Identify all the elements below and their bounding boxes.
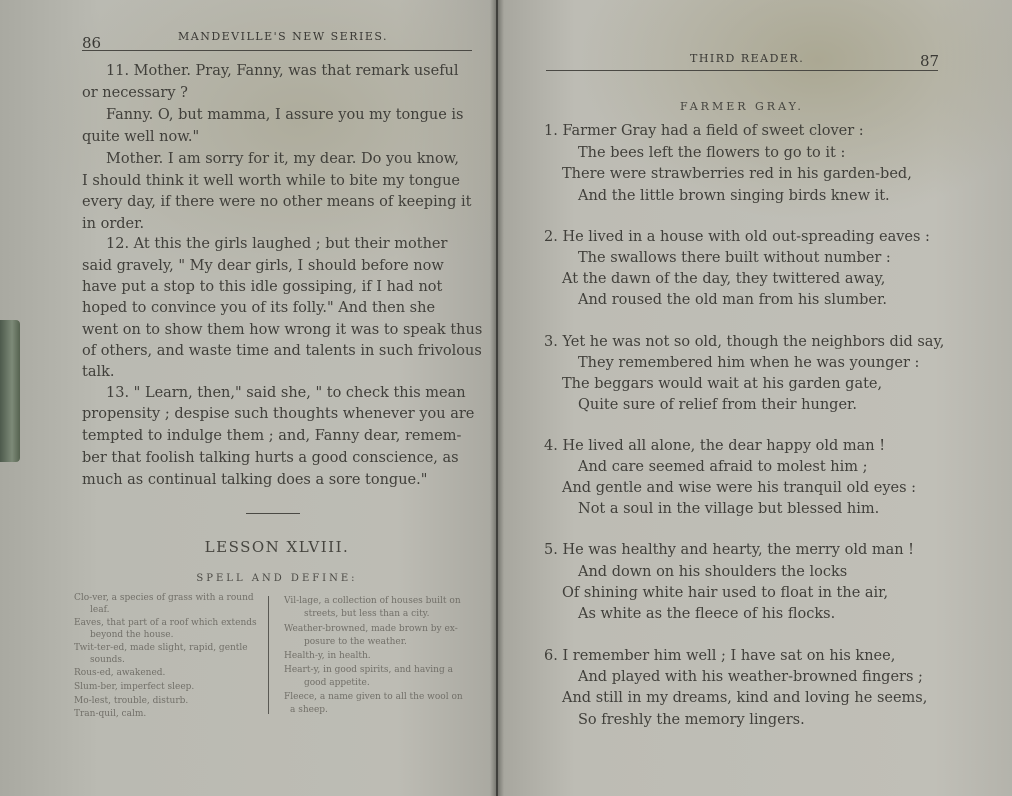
- text-line: Mother. I am sorry for it, my dear. Do you know,: [106, 151, 459, 167]
- book-binding-edge: [0, 320, 20, 462]
- gloss-entry: Eaves, that part of a roof which extends: [74, 618, 257, 628]
- gloss-entry: Twit-ter-ed, made slight, rapid, gentle: [74, 643, 248, 653]
- gloss-entry: streets, but less than a city.: [304, 609, 430, 619]
- running-head-left: MANDEVILLE'S NEW SERIES.: [178, 30, 388, 43]
- gloss-entry: Heart-y, in good spirits, and having a: [284, 665, 453, 675]
- text-line: I should think it well worth while to bite my tongue: [82, 173, 461, 189]
- gloss-entry: Health-y, in health.: [284, 651, 371, 661]
- verse-line: And roused the old man from his slumber.: [578, 292, 887, 308]
- left-page: [0, 0, 496, 796]
- verse-line: 3. Yet he was not so old, though the neighbors did say,: [544, 334, 945, 350]
- verse-line: Quite sure of relief from their hunger.: [578, 397, 857, 413]
- verse-line: And played with his weather-browned fingers ;: [578, 669, 923, 685]
- verse-line: As white as the fleece of his flocks.: [578, 606, 836, 622]
- text-line: in order.: [82, 216, 145, 232]
- gloss-entry: beyond the house.: [90, 630, 174, 640]
- gloss-entry: Fleece, a name given to all the wool on: [284, 692, 463, 702]
- text-line: propensity ; despise such thoughts whenever you are: [82, 406, 475, 422]
- verse-line: And still in my dreams, kind and loving he seems,: [562, 690, 928, 706]
- verse-line: Not a soul in the village but blessed him.: [578, 501, 880, 517]
- gloss-entry: good appetite.: [304, 678, 370, 688]
- verse-line: They remembered him when he was younger :: [578, 355, 920, 371]
- verse-line: 4. He lived all alone, the dear happy old man !: [544, 438, 886, 454]
- gloss-entry: a sheep.: [290, 705, 328, 715]
- text-line: talk.: [82, 364, 115, 380]
- text-line: or necessary ?: [82, 85, 188, 101]
- gloss-entry: leaf.: [90, 605, 110, 615]
- text-line: 11. Mother. Pray, Fanny, was that remark useful: [106, 63, 459, 79]
- section-divider: [246, 513, 300, 514]
- header-rule-left: [82, 50, 472, 51]
- text-line: have put a stop to this idle gossiping, if I had not: [82, 279, 443, 295]
- text-line: 13. " Learn, then," said she, " to check this mean: [106, 385, 466, 401]
- gloss-entry: Slum-ber, imperfect sleep.: [74, 682, 195, 692]
- gloss-column-divider: [268, 596, 269, 714]
- verse-line: The beggars would wait at his garden gate,: [562, 376, 883, 392]
- page-number-left: 86: [82, 34, 102, 52]
- poem-title: FARMER GRAY.: [680, 100, 804, 113]
- text-line: of others, and waste time and talents in such frivolous: [82, 343, 482, 359]
- verse-line: 1. Farmer Gray had a field of sweet clover :: [544, 123, 864, 139]
- gloss-entry: Rous-ed, awakened.: [74, 668, 166, 678]
- page-number-right: 87: [920, 52, 940, 70]
- gloss-entry: Weather-browned, made brown by ex-: [284, 624, 458, 634]
- verse-line: And gentle and wise were his tranquil old eyes :: [562, 480, 917, 496]
- gloss-entry: sounds.: [90, 655, 125, 665]
- verse-line: 6. I remember him well ; I have sat on his knee,: [544, 648, 896, 664]
- verse-line: 5. He was healthy and hearty, the merry old man !: [544, 542, 915, 558]
- text-line: quite well now.": [82, 129, 200, 145]
- text-line: ber that foolish talking hurts a good conscience, as: [82, 450, 459, 466]
- text-line: hoped to convince you of its folly." And then she: [82, 300, 436, 316]
- gloss-entry: Vil-lage, a collection of houses built on: [284, 596, 461, 606]
- text-line: tempted to indulge them ; and, Fanny dear, remem-: [82, 428, 462, 444]
- right-page: [498, 0, 1012, 796]
- verse-line: And the little brown singing birds knew it.: [578, 188, 890, 204]
- header-rule-right: [546, 70, 938, 71]
- running-head-right: THIRD READER.: [690, 52, 805, 65]
- spell-define-heading: SPELL AND DEFINE:: [196, 573, 358, 584]
- verse-line: At the dawn of the day, they twittered away,: [562, 271, 886, 287]
- verse-line: There were strawberries red in his garden-bed,: [562, 166, 912, 182]
- verse-line: Of shining white hair used to float in the air,: [562, 585, 889, 601]
- text-line: much as continual talking does a sore tongue.": [82, 472, 428, 488]
- verse-line: So freshly the memory lingers.: [578, 712, 805, 728]
- verse-line: And down on his shoulders the locks: [578, 564, 848, 580]
- verse-line: And care seemed afraid to molest him ;: [578, 459, 868, 475]
- gloss-entry: posure to the weather.: [304, 637, 407, 647]
- text-line: every day, if there were no other means of keeping it: [82, 194, 472, 210]
- text-line: Fanny. O, but mamma, I assure you my tongue is: [106, 107, 464, 123]
- lesson-title: LESSON XLVIII.: [204, 538, 350, 556]
- gloss-entry: Tran-quil, calm.: [74, 709, 147, 719]
- book-gutter: [490, 0, 504, 796]
- verse-line: The bees left the flowers to go to it :: [578, 145, 846, 161]
- text-line: went on to show them how wrong it was to speak thus: [82, 322, 483, 338]
- text-line: 12. At this the girls laughed ; but their mother: [106, 236, 448, 252]
- verse-line: 2. He lived in a house with old out-spreading eaves :: [544, 229, 930, 245]
- gloss-entry: Mo-lest, trouble, disturb.: [74, 696, 189, 706]
- text-line: said gravely, " My dear girls, I should before now: [82, 258, 444, 274]
- gloss-entry: Clo-ver, a species of grass with a round: [74, 593, 254, 603]
- verse-line: The swallows there built without number :: [578, 250, 891, 266]
